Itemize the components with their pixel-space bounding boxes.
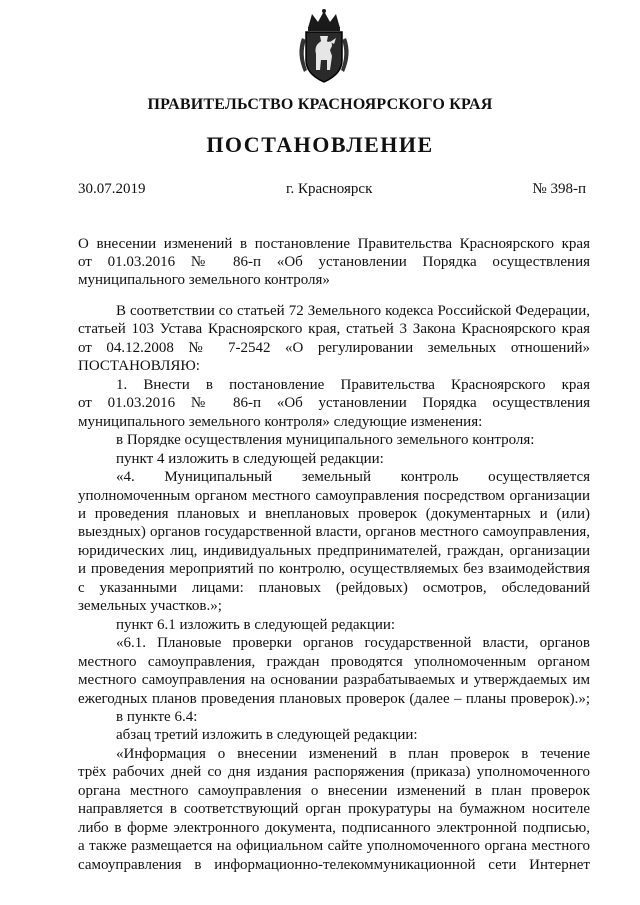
body-line: направляется в соответствующий орган прокуратуры на бумажном носителе [78, 801, 590, 818]
body-line: от 01.03.2016 № 86-п «Об установлении Порядка осуществления [78, 395, 590, 412]
body-line: трёх рабочих дней со дня издания распоряжения (приказа) уполномоченного [78, 764, 590, 781]
document-body [78, 302, 590, 874]
body-line: с указанными лицами: плановых (рейдовых) осмотров, обследований [78, 579, 590, 596]
body-line: самоуправления в информационно-телекоммуникационной сети Интернет [78, 856, 590, 873]
document-date: 30.07.2019 [78, 181, 146, 197]
document-type-title: ПОСТАНОВЛЕНИЕ [206, 132, 434, 157]
body-line: юридических лиц, индивидуальных предпринимателей, граждан, организации [78, 542, 590, 559]
document-number: № 398-п [532, 181, 586, 197]
body-line: уполномоченным органом местного самоуправления посредством организации [78, 487, 590, 504]
body-line: органа местного самоуправления о внесении изменений в план проверок [78, 782, 590, 799]
document-subject [78, 235, 590, 289]
body-line: ПОСТАНОВЛЯЮ: [78, 358, 200, 375]
body-line: и проведения плановых и внеплановых проверок (документарных и (или) [78, 505, 590, 522]
body-line: абзац третий изложить в следующей редакции: [116, 727, 418, 744]
body-line: «4. Муниципальный земельный контроль осуществляется [116, 469, 590, 486]
subject-line: муниципального земельного контроля» [78, 272, 330, 288]
body-line: в Порядке осуществления муниципального земельного контроля: [116, 432, 535, 449]
body-line: от 04.12.2008 № 7-2542 «О регулировании земельных отношений» [78, 339, 590, 356]
body-line: и проведения мероприятий по контролю, осуществляемых без взаимодействия [78, 561, 590, 578]
subject-line: от 01.03.2016 № 86-п «Об установлении Порядка осуществления [78, 254, 590, 270]
document-city: г. Красноярск [286, 181, 373, 197]
body-line: пункт 6.1 изложить в следующей редакции: [116, 616, 396, 633]
body-line: выездных) органов государственной власти, органов местного самоуправления, [78, 524, 590, 541]
subject-line: О внесении изменений в постановление Правительства Красноярского края [78, 236, 590, 252]
body-line: пункт 4 изложить в следующей редакции: [116, 450, 384, 467]
government-name: ПРАВИТЕЛЬСТВО КРАСНОЯРСКОГО КРАЯ [147, 96, 493, 113]
body-line: а также размещается на официальном сайте уполномоченного органа местного [78, 838, 590, 855]
body-line: муниципального земельного контроля» следующие изменения: [78, 413, 483, 430]
krasnoyarsk-coat-of-arms-icon [294, 8, 354, 86]
body-line: статьей 103 Устава Красноярского края, статьей 3 Закона Красноярского края [78, 321, 590, 338]
body-line: В соответствии со статьей 72 Земельного кодекса Российской Федерации, [116, 303, 590, 319]
body-line: ежегодных планов проведения плановых проверок (далее – планы проверок).»; [78, 690, 590, 707]
body-line: местного самоуправления, граждан проводятся уполномоченным органом [78, 653, 590, 670]
body-line: «6.1. Плановые проверки органов государственной власти, органов [116, 635, 590, 652]
body-line: в пункте 6.4: [116, 708, 198, 725]
body-line: либо в форме электронного документа, подписанного электронной подписью, [78, 819, 590, 836]
body-line: земельных участков.»; [78, 598, 222, 615]
body-line: местного самоуправления на основании разрабатываемых и утверждаемых им [78, 672, 590, 689]
body-line: «Информация о внесении изменений в план проверок в течение [116, 745, 590, 762]
body-line: 1. Внести в постановление Правительства Красноярского края [116, 376, 590, 393]
